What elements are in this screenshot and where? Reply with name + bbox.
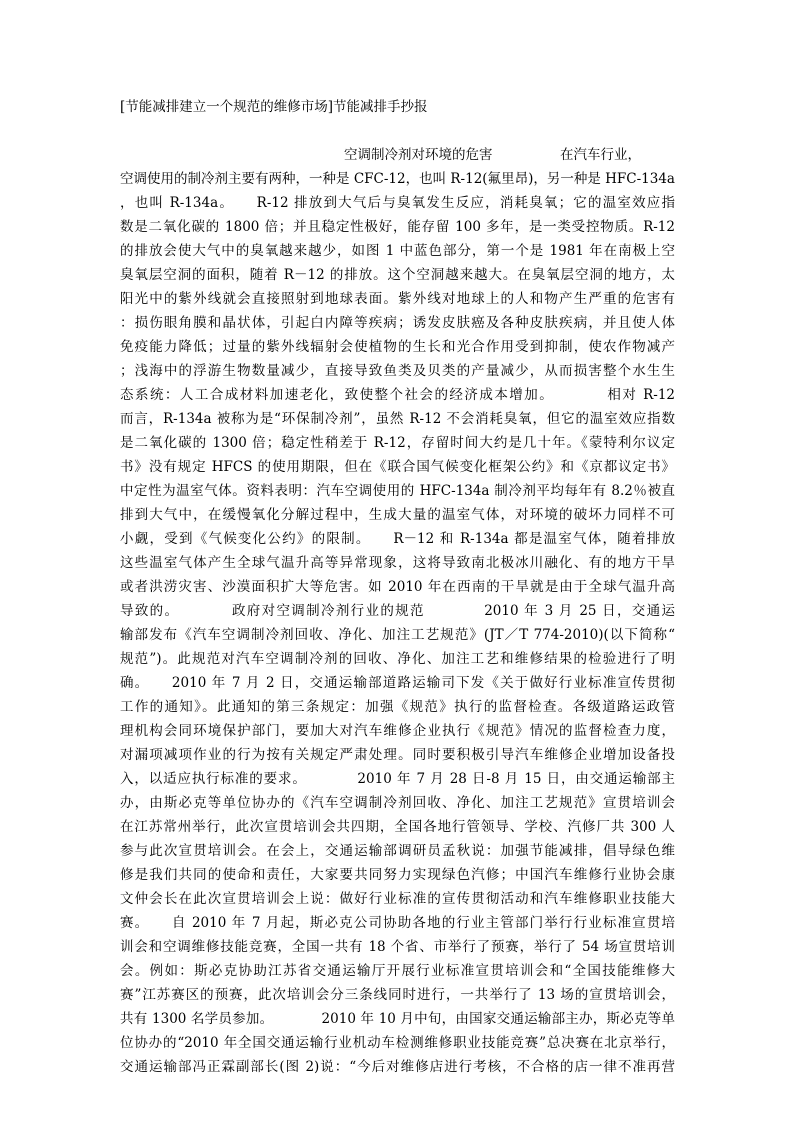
text-line: 入，以适应执行标准的要求。 2010 年 7 月 28 日-8 月 15 日，由交通运输部主 <box>120 771 675 787</box>
text-line: 的排放会使大气中的臭氧越来越少，如图 1 中蓝色部分，第一个是 1981 年在南极上空 <box>120 243 675 259</box>
document-title: [节能减排建立一个规范的维修市场]节能减排手抄报 <box>120 99 428 115</box>
text-line: ：损伤眼角膜和晶状体，引起白内障等疾病；诱发皮肤癌及各种皮肤疾病，并且使人体 <box>120 315 675 331</box>
text-line: 会。例如：斯必克协助江苏省交通运输厅开展行业标准宣贯培训会和“全国技能维修大 <box>120 963 675 979</box>
text-line: 态系统：人工合成材料加速老化，致使整个社会的经济成本增加。 相对 R-12 <box>120 387 675 403</box>
text-line: 是二氧化碳的 1300 倍；稳定性稍差于 R-12，存留时间大约是几十年。《蒙特利尔议定 <box>120 435 675 451</box>
text-line: 臭氧层空洞的面积，随着 R－12 的排放。这个空洞越来越大。在臭氧层空洞的地方，太 <box>120 267 675 283</box>
text-line: 中定性为温室气体。资料表明：汽车空调使用的 HFC-134a 制冷剂平均每年有 8.2％被直 <box>120 483 675 499</box>
text-line: 交通运输部冯正霖副部长(图 2)说：“今后对维修店进行考核，不合格的店一律不准再营 <box>120 1059 675 1075</box>
text-line: 对漏项减项作业的行为按有关规定严肃处理。同时要积极引导汽车维修企业增加设备投 <box>120 747 675 763</box>
text-line: 文仲会长在此次宣贯培训会上说：做好行业标准的宣传贯彻活动和汽车维修职业技能大 <box>120 891 675 907</box>
text-line: 排到大气中，在缓慢氧化分解过程中，生成大量的温室气体，对环境的破坏力同样不可 <box>120 507 675 523</box>
text-line: 理机构会同环境保护部门，要加大对汽车维修企业执行《规范》情况的监督检查力度， <box>120 723 675 739</box>
text-line: 小觑，受到《气候变化公约》的限制。 R－12 和 R-134a 都是温室气体，随着排放 <box>120 531 675 547</box>
text-line: 共有 1300 名学员参加。 2010 年 10 月中旬，由国家交通运输部主办，斯必克等单 <box>120 1011 675 1027</box>
text-line: 训会和空调维修技能竞赛，全国一共有 18 个省、市举行了预赛，举行了 54 场宣贯培训 <box>120 939 675 955</box>
text-line: 空调使用的制冷剂主要有两种，一种是 CFC-12，也叫 R-12(氟里昂)，另一种是 HFC-134a <box>120 171 675 187</box>
text-line: 免疫能力降低；过量的紫外线辐射会使植物的生长和光合作用受到抑制，使农作物减产 <box>120 339 675 355</box>
text-line: 阳光中的紫外线就会直接照射到地球表面。紫外线对地球上的人和物产生严重的危害有 <box>120 291 675 307</box>
text-line: 数是二氧化碳的 1800 倍；并且稳定性极好，能存留 100 多年，是一类受控物质。R-12 <box>120 219 675 235</box>
text-line: 输部发布《汽车空调制冷剂回收、净化、加注工艺规范》(JT／T 774-2010)(以下简称“ <box>120 627 675 643</box>
text-line: 办，由斯必克等单位协办的《汽车空调制冷剂回收、净化、加注工艺规范》宣贯培训会 <box>120 795 675 811</box>
text-line: 工作的通知》。此通知的第三条规定：加强《规范》执行的监督检查。各级道路运政管 <box>120 699 675 715</box>
text-line: 而言，R-134a 被称为是“环保制冷剂”，虽然 R-12 不会消耗臭氧，但它的温室效应指数 <box>120 411 675 427</box>
text-line: 赛”江苏赛区的预赛，此次培训会分三条线同时进行，一共举行了 13 场的宣贯培训会， <box>120 987 675 1003</box>
text-line: ；浅海中的浮游生物数量减少，直接导致鱼类及贝类的产量减少，从而损害整个水生生 <box>120 363 675 379</box>
text-line: 规范”)。此规范对汽车空调制冷剂的回收、净化、加注工艺和维修结果的检验进行了明 <box>120 651 675 667</box>
text-line: ，也叫 R-134a。 R-12 排放到大气后与臭氧发生反应，消耗臭氧；它的温室效应指 <box>120 195 675 211</box>
text-line: 书》没有规定 HFCS 的使用期限，但在《联合国气候变化框架公约》和《京都议定书》 <box>120 459 675 475</box>
text-line: 参与此次宣贯培训会。在会上，交通运输部调研员孟秋说：加强节能减排，倡导绿色维 <box>120 843 675 859</box>
text-line: 位协办的“2010 年全国交通运输行业机动车检测维修职业技能竞赛”总决赛在北京举行， <box>120 1035 675 1051</box>
text-line: 空调制冷剂对环境的危害 在汽车行业， <box>344 147 641 163</box>
text-line: 确。 2010 年 7 月 2 日，交通运输部道路运输司下发《关于做好行业标准宣传贯彻 <box>120 675 675 691</box>
document-body <box>120 143 675 1079</box>
text-line: 在江苏常州举行，此次宣贯培训会共四期，全国各地行管领导、学校、汽修厂共 300 人 <box>120 819 675 835</box>
text-line: 或者洪涝灾害、沙漠面积扩大等危害。如 2010 年在西南的干旱就是由于全球气温升高 <box>120 579 675 595</box>
text-line: 修是我们共同的使命和责任，大家要共同努力实现绿色汽修；中国汽车维修行业协会康 <box>120 867 675 883</box>
text-line: 导致的。 政府对空调制冷剂行业的规范 2010 年 3 月 25 日，交通运 <box>120 603 675 619</box>
text-line: 赛。 自 2010 年 7 月起，斯必克公司协助各地的行业主管部门举行行业标准宣贯培 <box>120 915 675 931</box>
text-line: 这些温室气体产生全球气温升高等异常现象，这将导致南北极冰川融化、有的地方干旱 <box>120 555 675 571</box>
